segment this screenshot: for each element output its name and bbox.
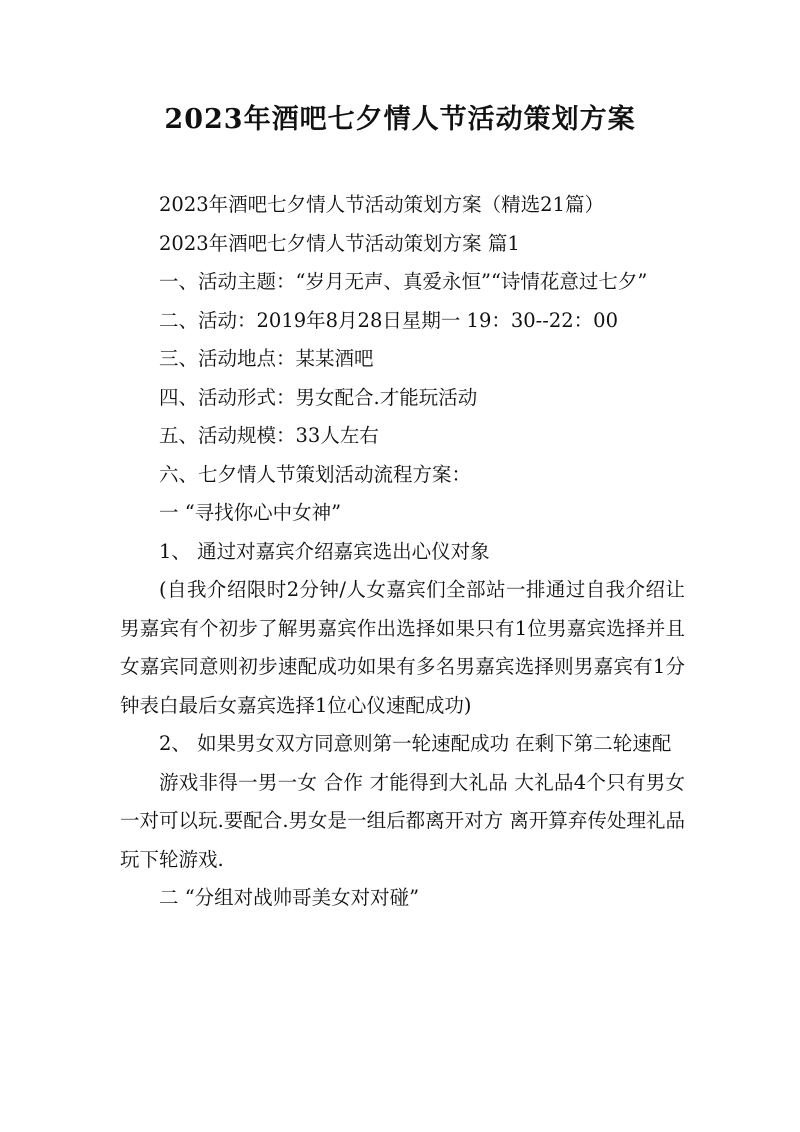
paragraph-activity-location: 三、活动地点：某某酒吧	[159, 347, 374, 370]
paragraph-activity-format: 四、活动形式：男女配合.才能玩活动	[159, 385, 478, 409]
document-body	[120, 186, 685, 918]
paragraph-step-one-detail: (自我介绍限时2分钟/人女嘉宾们全部站一排通过自我介绍让男嘉宾有个初步了解男嘉宾作出选择如果只有1位男嘉宾选择并且女嘉宾同意则初步速配成功如果有多名男嘉宾选择则男嘉宾有1分钟表白最后女嘉宾选择1位心仪速配成功)	[120, 578, 685, 717]
paragraph-intro: 2023年酒吧七夕情人节活动策划方案（精选21篇）	[159, 193, 604, 216]
paragraph-activity-scale: 五、活动规模：33人左右	[159, 424, 379, 447]
paragraph-process-heading: 六、七夕情人节策划活动流程方案：	[159, 462, 472, 486]
paragraph-section-heading: 2023年酒吧七夕情人节活动策划方案 篇1	[159, 231, 520, 255]
paragraph-game-rules: 游戏非得一男一女 合作 才能得到大礼品 大礼品4个只有男女一对可以玩.要配合.男女是一组后都离开对方 离开算弃传处理礼品 玩下轮游戏.	[120, 770, 685, 871]
paragraph-activity-theme: 一、活动主题：“岁月无声、真爱永恒”“诗情花意过七夕”	[159, 270, 648, 293]
paragraph-game-two-title: 二 “分组对战帅哥美女对对碰”	[159, 886, 420, 909]
paragraph-step-two: 2、 如果男女双方同意则第一轮速配成功 在剩下第二轮速配	[159, 732, 672, 755]
paragraph-step-one: 1、 通过对嘉宾介绍嘉宾选出心仪对象	[159, 539, 490, 563]
document-title: 2023年酒吧七夕情人节活动策划方案	[164, 104, 636, 135]
paragraph-activity-time: 二、活动：2019年8月28日星期一 19：30--22：00	[159, 308, 618, 332]
paragraph-game-one-title: 一 “寻找你心中女神”	[159, 501, 342, 524]
